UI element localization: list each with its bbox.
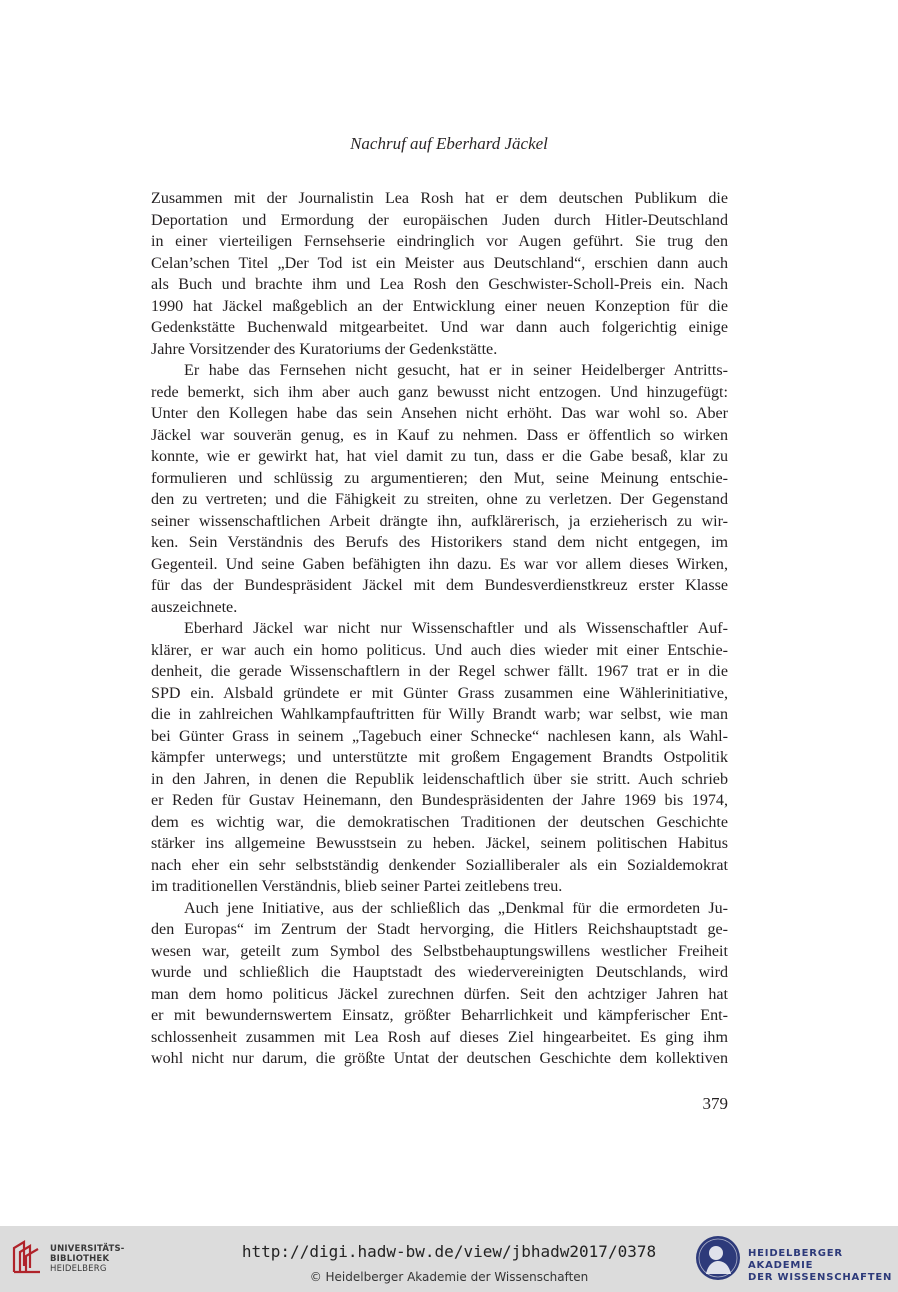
text-line: schlossenheit zusammen mit Lea Rosh auf dieses Ziel hingearbeitet. Es ging ihm <box>151 1028 728 1046</box>
text-line: Jäckel war souverän genug, es in Kauf zu nehmen. Dass er öffentlich so wirken <box>151 426 728 444</box>
academy-logo[interactable] <box>694 1234 894 1284</box>
text-line: 1990 hat Jäckel maßgeblich an der Entwicklung einer neuen Konzeption für die <box>151 297 728 315</box>
text-line: dem es wichtig war, die demokratischen Traditionen der deutschen Geschichte <box>151 813 728 831</box>
running-header: Nachruf auf Eberhard Jäckel <box>350 134 548 153</box>
text-line: Er habe das Fernsehen nicht gesucht, hat er in seiner Heidelberger Antritts- <box>184 362 728 379</box>
text-line: stärker ins allgemeine Bewusstsein zu heben. Jäckel, seinem politischen Habitus <box>151 835 728 852</box>
text-line: seiner wissenschaftlichen Arbeit drängte ihn, aufklärerisch, ja erzieherisch zu wir- <box>151 512 728 530</box>
text-line: klärer, er war auch ein homo politicus. Und auch dies wieder mit einer Entschie- <box>151 641 728 659</box>
text-line: SPD ein. Alsbald gründete er mit Günter Grass zusammen eine Wählerinitiative, <box>151 684 728 702</box>
text-line: Deportation und Ermordung der europäischen Juden durch Hitler-Deutschland <box>151 211 728 229</box>
text-line: wohl nicht nur darum, die größte Untat der deutschen Geschichte dem kollektiven <box>151 1050 728 1067</box>
text-line: Eberhard Jäckel war nicht nur Wissenschaftler und als Wissenschaftler Auf- <box>184 620 728 637</box>
text-line: für das der Bundespräsident Jäckel mit dem Bundesverdienstkreuz erster Klasse <box>151 577 728 594</box>
text-line: ken. Sein Verständnis des Berufs des Historikers stand dem nicht entgegen, im <box>151 534 728 551</box>
text-line: wesen war, geteilt zum Symbol des Selbstbehauptungswillens westlicher Freiheit <box>151 942 728 960</box>
text-line: in den Jahren, in denen die Republik leidenschaftlich über sie stritt. Auch schrieb <box>151 770 728 788</box>
footer-bar <box>0 1226 898 1292</box>
page-number: 379 <box>702 1094 728 1113</box>
text-line: nach eher ein sehr selbstständig denkender Sozialliberaler als ein Sozialdemokrat <box>151 856 728 874</box>
text-line: auszeichnete. <box>151 598 238 616</box>
text-line: den zu vertreten; und die Fähigkeit zu streiten, ohne zu verletzen. Der Gegenstand <box>151 491 728 508</box>
text-line: Unter den Kollegen habe das sein Ansehen nicht erhöht. Das war wohl so. Aber <box>151 405 728 422</box>
paragraph-4 <box>151 898 728 1070</box>
text-line: im traditionellen Verständnis, blieb seiner Partei zeitlebens treu. <box>151 878 563 895</box>
text-line: denheit, die gerade Wissenschaftlern in der Regel schwer fällt. 1967 trat er in die <box>151 663 728 680</box>
text-line: konnte, wie er gewirkt hat, hat viel damit zu tun, dass er die Gabe besaß, klar zu <box>151 448 728 465</box>
text-line: als Buch und brachte ihm und Lea Rosh den Geschwister-Scholl-Preis ein. Nach <box>151 276 728 293</box>
body-text <box>151 188 728 1070</box>
text-line: er mit bewundernswertem Einsatz, größter Beharrlichkeit und kämpferischer Ent- <box>151 1007 728 1024</box>
text-line: in einer vierteiligen Fernsehserie eindringlich vor Augen geführt. Sie trug den <box>151 233 728 250</box>
text-line: Jahre Vorsitzender des Kuratoriums der Gedenkstätte. <box>151 340 498 358</box>
paragraph-1 <box>151 188 728 360</box>
academy-seal-icon <box>694 1234 742 1282</box>
paragraph-2 <box>151 360 728 618</box>
ub-logo-text: UNIVERSITÄTS- BIBLIOTHEK HEIDELBERG <box>50 1244 125 1274</box>
text-line: man dem homo politicus Jäckel zurechnen dürfen. Seit den achtziger Jahren hat <box>151 985 728 1003</box>
text-line: den Europas“ im Zentrum der Stadt hervorging, die Hitlers Reichshauptstadt ge- <box>151 921 728 938</box>
text-line: Gegenteil. Und seine Gaben befähigten ihn dazu. Es war vor allem dieses Wirken, <box>151 555 728 573</box>
text-line: Gedenkstätte Buchenwald mitgearbeitet. Und war dann auch folgerichtig einige <box>151 319 728 336</box>
text-line: kämpfer unterwegs; und unterstützte mit großem Engagement Brandts Ostpolitik <box>151 749 728 766</box>
text-line: bei Günter Grass in seinem „Tagebuch einer Schnecke“ nachlesen kann, als Wahl- <box>151 727 728 745</box>
academy-logo-text: HEIDELBERGER AKADEMIE DER WISSENSCHAFTEN <box>748 1248 893 1283</box>
copyright-notice: © Heidelberger Akademie der Wissenschaften <box>309 1270 589 1284</box>
paragraph-3 <box>151 618 728 898</box>
text-line: die in zahlreichen Wahlkampfauftritten für Willy Brandt warb; war selbst, wie man <box>151 706 728 723</box>
text-line: Zusammen mit der Journalistin Lea Rosh hat er dem deutschen Publikum die <box>151 190 728 207</box>
text-line: er Reden für Gustav Heinemann, den Bundespräsidenten der Jahre 1969 bis 1974, <box>151 792 728 809</box>
text-line: rede bemerkt, sich ihm aber auch ganz bewusst nicht entzogen. Und hinzugefügt: <box>151 383 728 401</box>
text-line: formulieren und schlüssig zu argumentieren; den Mut, seine Meinung entschie- <box>151 469 728 487</box>
text-line: Celan’schen Titel „Der Tod ist ein Meister aus Deutschland“, erschien dann auch <box>151 254 728 272</box>
text-line: Auch jene Initiative, aus der schließlich das „Denkmal für die ermordeten Ju- <box>184 899 728 917</box>
permalink-url[interactable]: http://digi.hadw-bw.de/view/jbhadw2017/0378 <box>241 1242 657 1261</box>
text-line: wurde und schließlich die Hauptstadt des wiedervereinigten Deutschlands, wird <box>151 964 728 981</box>
